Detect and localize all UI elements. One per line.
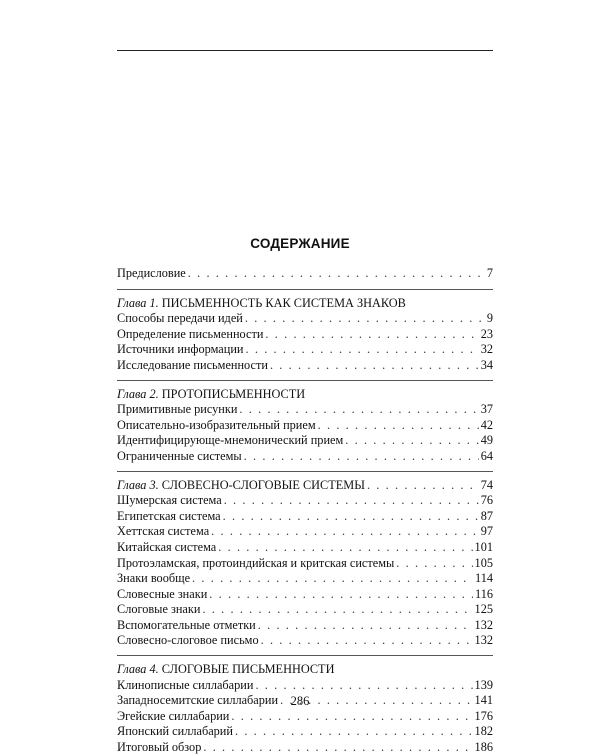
chapters-list bbox=[117, 289, 493, 756]
toc-entry-title: Слоговые знаки bbox=[117, 602, 201, 617]
leader-dots bbox=[244, 449, 479, 465]
toc-entry[interactable] bbox=[117, 602, 493, 618]
toc-entry-page: 182 bbox=[474, 724, 493, 739]
toc-entry-title: Знаки вообще bbox=[117, 571, 191, 586]
leader-dots bbox=[345, 433, 478, 449]
toc-entry-title: Предисловие bbox=[117, 266, 186, 280]
toc-entry-page: 7 bbox=[486, 266, 493, 280]
leader-dots bbox=[218, 540, 472, 556]
toc-entry-title: Примитивные рисунки bbox=[117, 402, 238, 417]
toc-entry-page: 37 bbox=[480, 402, 493, 417]
toc-entry-title: Идентифицирующе-мнемонический прием bbox=[117, 433, 344, 448]
toc-entry-page: 101 bbox=[474, 539, 493, 554]
toc-entry-title: Японский силлабарий bbox=[117, 724, 233, 739]
chapter-title-group bbox=[117, 478, 365, 494]
toc-entry-page: 141 bbox=[474, 693, 493, 708]
toc-entry[interactable] bbox=[117, 449, 493, 465]
leader-dots bbox=[261, 633, 473, 649]
toc-entry-title: Итоговый обзор bbox=[117, 740, 202, 755]
chapter-title-group bbox=[117, 296, 406, 312]
chapter-label: Глава 1. bbox=[117, 295, 159, 310]
toc-entry-title: Способы передачи идей bbox=[117, 311, 243, 326]
toc-entry[interactable] bbox=[117, 524, 493, 540]
chapter-heading[interactable] bbox=[117, 478, 493, 494]
leader-dots bbox=[258, 618, 473, 634]
leader-dots bbox=[367, 478, 479, 494]
toc-entry-title: Описательно-изобразительный прием bbox=[117, 417, 316, 432]
chapter-title: СЛОВЕСНО-СЛОГОВЫЕ СИСТЕМЫ bbox=[161, 477, 365, 492]
toc-entry-page: 32 bbox=[480, 342, 493, 357]
toc-entry-title: Эгейские силлабарии bbox=[117, 708, 230, 723]
section-separator bbox=[117, 380, 493, 381]
toc-entry[interactable] bbox=[117, 724, 493, 740]
toc-entry-title: Исследование письменности bbox=[117, 357, 268, 372]
toc-entry-page: 132 bbox=[474, 617, 493, 632]
chapter-label: Глава 2. bbox=[117, 386, 159, 401]
toc-entry-page: 116 bbox=[475, 586, 493, 601]
toc-entry[interactable] bbox=[117, 327, 493, 343]
toc-entry[interactable] bbox=[117, 571, 493, 587]
chapter-title: СЛОГОВЫЕ ПИСЬМЕННОСТИ bbox=[161, 662, 335, 677]
leader-dots bbox=[265, 327, 478, 343]
toc-entry-page: 132 bbox=[474, 633, 493, 648]
toc-entry[interactable] bbox=[117, 311, 493, 327]
toc-entry-page: 23 bbox=[480, 326, 493, 341]
chapter-block bbox=[117, 387, 493, 465]
toc-entry-title: Определение письменности bbox=[117, 326, 264, 341]
toc-entry[interactable] bbox=[117, 540, 493, 556]
chapter-title-group bbox=[117, 662, 334, 678]
toc-entry[interactable] bbox=[117, 433, 493, 449]
toc-entry-page: 64 bbox=[480, 448, 493, 463]
leader-dots bbox=[246, 342, 479, 358]
leader-dots bbox=[245, 311, 485, 327]
toc-entry-page: 114 bbox=[475, 571, 493, 586]
leader-dots bbox=[209, 587, 473, 603]
toc-entry-page: 125 bbox=[474, 602, 493, 617]
chapter-title-group bbox=[117, 387, 305, 403]
chapter-block bbox=[117, 478, 493, 650]
leader-dots bbox=[224, 493, 479, 509]
toc-entry-page: 49 bbox=[480, 433, 493, 448]
chapter-block bbox=[117, 296, 493, 374]
toc-entry[interactable] bbox=[117, 493, 493, 509]
leader-dots bbox=[231, 709, 472, 725]
toc-entry-page: 9 bbox=[486, 311, 493, 326]
leader-dots bbox=[396, 556, 472, 572]
toc-entry-preface[interactable] bbox=[117, 266, 493, 282]
toc-entry-title: Источники информации bbox=[117, 342, 244, 357]
top-rule bbox=[117, 50, 493, 51]
toc-entry-page: 34 bbox=[480, 357, 493, 372]
section-separator bbox=[117, 471, 493, 472]
toc-entry[interactable] bbox=[117, 509, 493, 525]
leader-dots bbox=[255, 678, 472, 694]
leader-dots bbox=[202, 602, 472, 618]
chapter-page: 74 bbox=[480, 477, 493, 492]
leader-dots bbox=[211, 524, 479, 540]
toc-entry-title: Словесные знаки bbox=[117, 586, 208, 601]
toc-entry-title: Западносемитские силлабарии bbox=[117, 693, 279, 708]
toc-entry-page: 139 bbox=[474, 677, 493, 692]
toc-entry-title: Вспомогательные отметки bbox=[117, 617, 256, 632]
toc-entry[interactable] bbox=[117, 358, 493, 374]
toc-entry-title: Китайская система bbox=[117, 539, 217, 554]
toc-entry-page: 105 bbox=[474, 555, 493, 570]
chapter-label: Глава 4. bbox=[117, 662, 159, 677]
leader-dots bbox=[239, 402, 478, 418]
toc-entry[interactable] bbox=[117, 633, 493, 649]
leader-dots bbox=[318, 418, 479, 434]
toc-entry-title: Клинописные силлабарии bbox=[117, 677, 254, 692]
leader-dots bbox=[203, 740, 472, 756]
chapter-heading[interactable] bbox=[117, 387, 493, 403]
toc-entry[interactable] bbox=[117, 587, 493, 603]
toc-entry-title: Шумерская система bbox=[117, 493, 222, 508]
toc-entry[interactable] bbox=[117, 678, 493, 694]
section-separator bbox=[117, 655, 493, 656]
section-separator bbox=[117, 289, 493, 290]
chapter-label: Глава 3. bbox=[117, 477, 159, 492]
chapter-title: ПИСЬМЕННОСТЬ КАК СИСТЕМА ЗНАКОВ bbox=[161, 295, 406, 310]
toc-entry-title: Египетская система bbox=[117, 508, 221, 523]
toc-entry[interactable] bbox=[117, 556, 493, 572]
leader-dots bbox=[270, 358, 479, 374]
toc-entry-title: Протоэламская, протоиндийская и критская системы bbox=[117, 555, 395, 570]
chapter-heading[interactable] bbox=[117, 296, 493, 312]
toc-entry-page: 186 bbox=[474, 740, 493, 755]
leader-dots bbox=[223, 509, 479, 525]
toc-entry[interactable] bbox=[117, 402, 493, 418]
toc-entry-title: Ограниченные системы bbox=[117, 448, 242, 463]
toc-entry-page: 97 bbox=[480, 524, 493, 539]
toc-entry-page: 76 bbox=[480, 493, 493, 508]
toc-entry[interactable] bbox=[117, 618, 493, 634]
toc-heading: СОДЕРЖАНИЕ bbox=[250, 236, 350, 251]
toc-entry-title: Словесно-слоговое письмо bbox=[117, 633, 259, 648]
toc-entry[interactable] bbox=[117, 709, 493, 725]
chapter-heading[interactable] bbox=[117, 662, 493, 678]
table-of-contents bbox=[117, 266, 493, 756]
toc-entry-page: 42 bbox=[480, 417, 493, 432]
leader-dots bbox=[192, 571, 473, 587]
leader-dots bbox=[235, 724, 473, 740]
toc-entry-page: 176 bbox=[474, 708, 493, 723]
toc-entry[interactable] bbox=[117, 342, 493, 358]
toc-entry-title: Хеттская система bbox=[117, 524, 210, 539]
page-number: 286 bbox=[290, 694, 310, 708]
toc-entry-page: 87 bbox=[480, 508, 493, 523]
toc-entry[interactable] bbox=[117, 418, 493, 434]
leader-dots bbox=[188, 266, 485, 282]
chapter-title: ПРОТОПИСЬМЕННОСТИ bbox=[161, 386, 306, 401]
toc-entry[interactable] bbox=[117, 740, 493, 756]
